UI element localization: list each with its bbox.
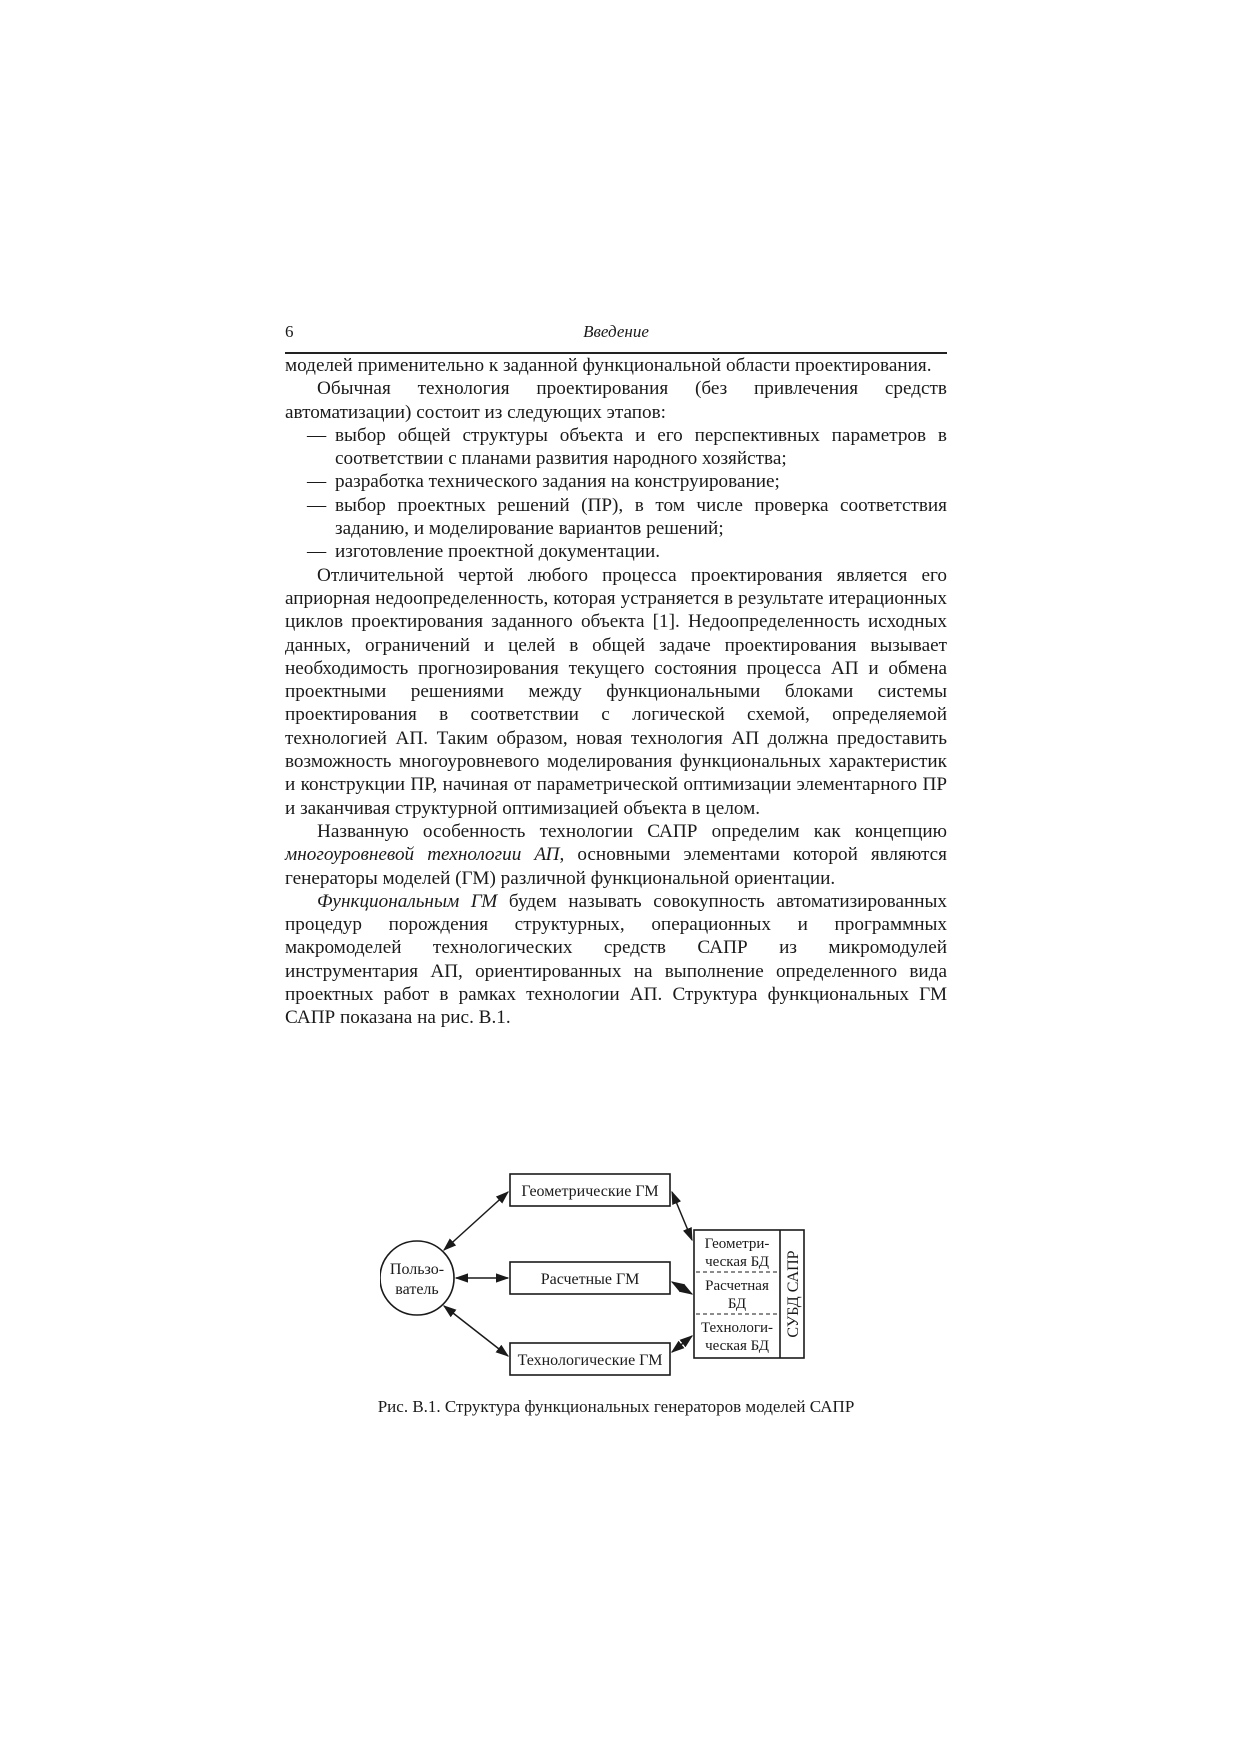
tech-db-line2: ческая БД (705, 1338, 769, 1354)
paragraph-functional-gm (285, 890, 947, 1030)
geometric-db-line2: ческая БД (705, 1254, 769, 1270)
list-item-text: изготовление проектной документации. (335, 541, 661, 563)
user-circle (380, 1241, 454, 1315)
running-header (285, 322, 947, 354)
text-run: , основными элементами которой являются генераторы моделей (ГМ) различной функциональной ориентации. (285, 844, 947, 889)
list-item (285, 540, 947, 563)
calc-db-line2: БД (727, 1296, 747, 1312)
arrow-calc-db (672, 1282, 692, 1294)
geometric-db-line1: Геометри- (704, 1236, 770, 1252)
list-item (285, 424, 947, 471)
list-dash: — (307, 424, 327, 446)
emphasized-term: Функциональным ГМ (317, 890, 498, 912)
figure-caption: Рис. В.1. Структура функциональных генераторов моделей САПР (377, 1397, 855, 1416)
paragraph-stages-intro: Обычная технология проектирования (без привлечения средств автоматизации) состоит из следующих этапов: (285, 378, 947, 423)
running-title: Введение (583, 322, 649, 341)
arrow-tech-db (672, 1336, 692, 1352)
list-dash: — (307, 471, 327, 493)
arrow-geometric-db (672, 1192, 692, 1240)
body-text (285, 354, 947, 1030)
list-dash: — (307, 541, 327, 563)
tech-gm-label: Технологические ГМ (517, 1352, 663, 1369)
paragraph-uncertainty: Отличительной чертой любого процесса проектирования является его априорная недоопределенность, которая устраняется в результате итерационных циклов проектирования заданного объекта [1]. Недоопределенность исходных данных, ограничений и целей в общей задаче проектирования вызывает необходимость прогнозирования текущего состояния процесса АП и обмена проектными решениями между функциональными блоками системы проектирования в соответствии с логической схемой, определяемой технологией АП. Таким образом, новая технология АП должна предоставить возможность многоуровневого моделирования функциональных характеристик и конструкции ПР, начиная от параметрической оптимизации элементарного ПР и заканчивая структурной оптимизацией объекта в целом. (285, 564, 947, 819)
arrow-user-geometric (444, 1192, 508, 1250)
list-item (285, 470, 947, 493)
arrow-user-tech (444, 1306, 508, 1356)
list-dash: — (307, 494, 327, 516)
dbms-label: СУБД САПР (785, 1250, 802, 1338)
text-run: будем называть совокупность автоматизированных процедур порождения структурных, операционных и программных макромоделей технологических средств САПР из микромодулей инструментария АП, ориентированных на выполнение определенного вида проектных работ в рамках технологии АП. Структура функциональных ГМ САПР показана на рис. В.1. (285, 890, 947, 1029)
user-label-line1: Пользо- (389, 1261, 445, 1278)
emphasized-term: многоуровневой технологии АП (285, 844, 560, 866)
structure-diagram (380, 1158, 850, 1378)
list-item-text: разработка технического задания на конструирование; (335, 471, 780, 493)
calc-db-line1: Расчетная (705, 1278, 769, 1294)
stages-list (285, 424, 947, 564)
paragraph-continuation: моделей применительно к заданной функциональной области проектирования. (285, 355, 932, 376)
page-number: 6 (285, 322, 294, 341)
list-item-text: выбор общей структуры объекта и его перспективных параметров в соответствии с планами развития народного хозяйства; (335, 424, 947, 470)
text-run: Названную особенность технологии САПР определим как концепцию (317, 820, 947, 842)
list-item-text: выбор проектных решений (ПР), в том числе проверка соответствия заданию, и моделирование вариантов решений; (335, 494, 947, 540)
user-label-line2: ватель (395, 1281, 439, 1298)
paragraph-concept (285, 820, 947, 890)
figure-b1 (380, 1158, 850, 1378)
calc-gm-label: Расчетные ГМ (540, 1271, 640, 1288)
list-item (285, 494, 947, 541)
page-body (285, 322, 947, 1030)
tech-db-line1: Технологи- (700, 1320, 774, 1336)
geometric-gm-label: Геометрические ГМ (521, 1183, 659, 1200)
